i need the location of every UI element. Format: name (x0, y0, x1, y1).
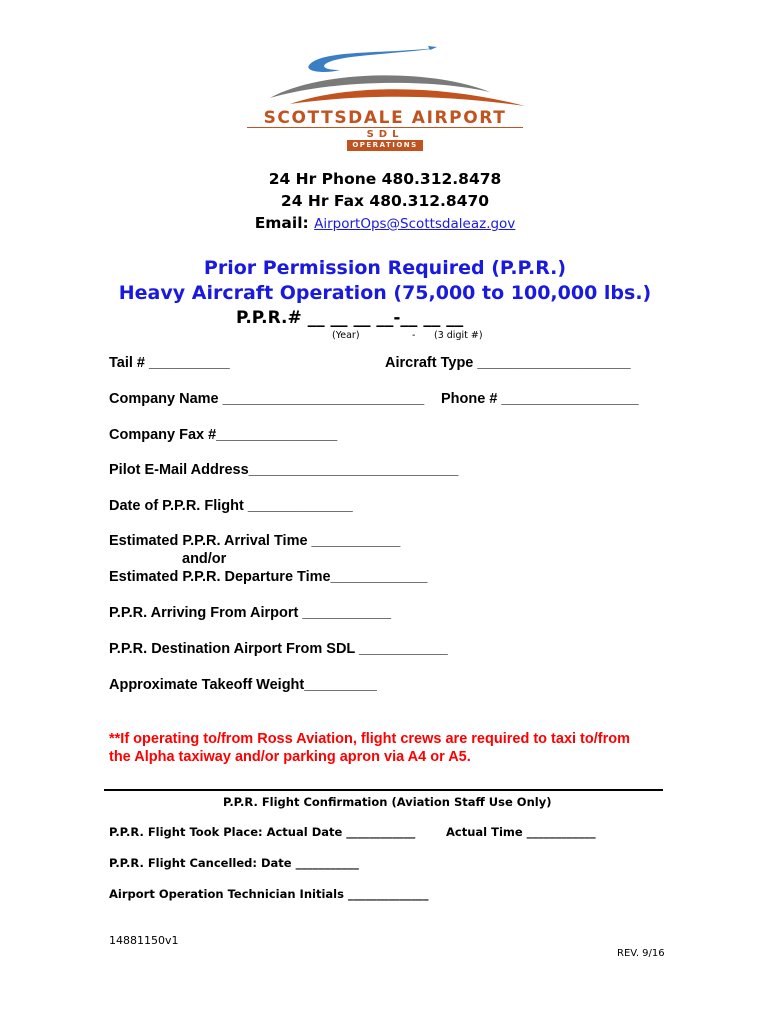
company-name-field[interactable]: Company Name _________________________ (109, 391, 425, 407)
logo-sdl-text: SDL (366, 129, 404, 140)
actual-time-field[interactable]: Actual Time ____________ (446, 825, 596, 839)
ppr-number-blank[interactable]: __ __ __ __-__ __ __ (307, 308, 464, 328)
logo-rule (247, 127, 523, 128)
logo-swoosh-icon (230, 40, 530, 110)
confirmation-divider (104, 789, 663, 791)
tail-number-field[interactable]: Tail # __________ (109, 355, 230, 371)
pilot-email-field[interactable]: Pilot E-Mail Address__________________________ (109, 462, 459, 478)
year-note: (Year) (332, 330, 360, 341)
email-line (0, 214, 770, 232)
logo-operations-badge: OPERATIONS (347, 140, 423, 151)
form-title: Prior Permission Required (P.P.R.) (203, 257, 567, 279)
took-place-field[interactable]: P.P.R. Flight Took Place: Actual Date ____________ (109, 825, 416, 839)
arriving-from-field[interactable]: P.P.R. Arriving From Airport ___________ (109, 605, 392, 621)
dash-note: - (412, 330, 416, 341)
document-id: 14881150v1 (109, 934, 179, 947)
ppr-number-line (236, 308, 463, 328)
phone-line: 24 Hr Phone 480.312.8478 (268, 170, 502, 188)
company-fax-field[interactable]: Company Fax #_______________ (109, 427, 338, 443)
flight-date-field[interactable]: Date of P.P.R. Flight _____________ (109, 498, 353, 514)
email-link[interactable]: AirportOps@Scottsdaleaz.gov (314, 216, 516, 232)
ppr-number-label: P.P.R.# (236, 308, 302, 328)
digit-note: (3 digit #) (434, 330, 483, 341)
confirmation-heading: P.P.R. Flight Confirmation (Aviation Staff Use Only) (223, 795, 552, 809)
arrival-time-field[interactable]: Estimated P.P.R. Arrival Time ___________ (109, 533, 401, 549)
aircraft-type-field[interactable]: Aircraft Type ___________________ (385, 355, 631, 371)
logo-airport-name: SCOTTSDALE AIRPORT (263, 108, 507, 128)
phone-field[interactable]: Phone # _________________ (441, 391, 639, 407)
revision-label: REV. 9/16 (617, 948, 665, 959)
ross-aviation-note-line1: **If operating to/from Ross Aviation, flight crews are required to taxi to/from (109, 731, 630, 747)
form-subtitle: Heavy Aircraft Operation (75,000 to 100,000 lbs.) (118, 282, 652, 304)
and-or-text: and/or (182, 551, 227, 567)
destination-airport-field[interactable]: P.P.R. Destination Airport From SDL ___________ (109, 641, 448, 657)
fax-line: 24 Hr Fax 480.312.8470 (280, 192, 490, 210)
departure-time-field[interactable]: Estimated P.P.R. Departure Time____________ (109, 569, 428, 585)
technician-initials-field[interactable]: Airport Operation Technician Initials ______________ (109, 887, 429, 901)
email-label: Email: (254, 214, 309, 232)
ross-aviation-note-line2: the Alpha taxiway and/or parking apron via A4 or A5. (109, 749, 471, 765)
scottsdale-airport-logo (230, 40, 530, 155)
takeoff-weight-field[interactable]: Approximate Takeoff Weight_________ (109, 677, 377, 693)
cancelled-field[interactable]: P.P.R. Flight Cancelled: Date ___________ (109, 856, 359, 870)
